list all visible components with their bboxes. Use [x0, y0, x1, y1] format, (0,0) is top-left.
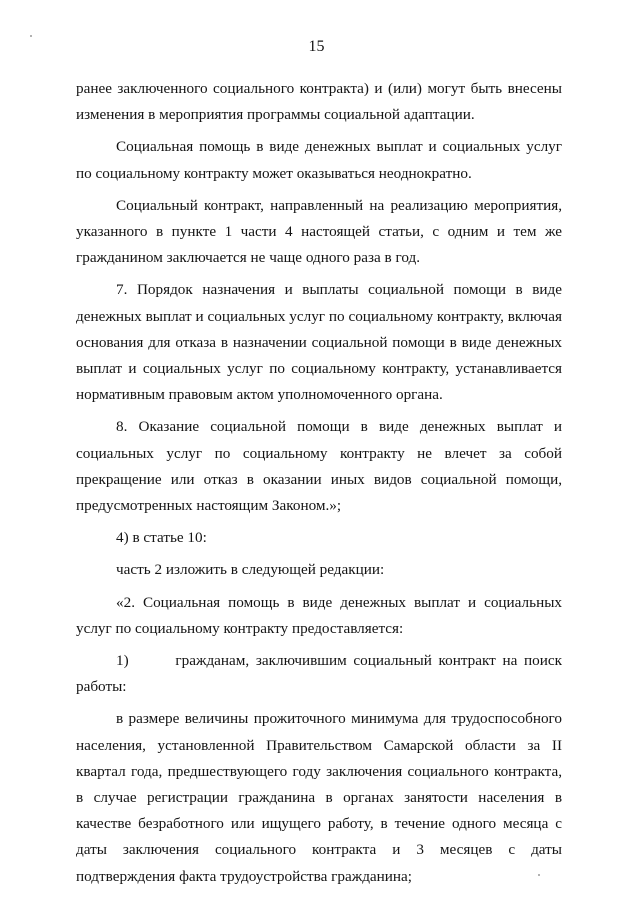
list-item: 1) гражданам, заключившим социальный контракт на поиск работы:	[76, 652, 566, 696]
paragraph: Социальный контракт, направленный на реализацию мероприятия, указанного в пункте 1 части 4 настоящей статьи, с одним и тем же гражданином заключается не чаще одного раза в год.	[76, 196, 562, 267]
paragraph: 7. Порядок назначения и выплаты социальной помощи в виде денежных выплат и социальных услуг по социальному контракту, включая основания для отказа в назначении социальной помощи в виде денежных выплат и социальных услуг по социальному контракту, устанавливается нормативным правовым актом уполномоченного органа.	[76, 281, 562, 404]
paragraph: часть 2 изложить в следующей редакции:	[116, 561, 385, 579]
scan-speck	[30, 35, 32, 37]
page-number: 15	[308, 38, 325, 55]
scan-speck	[538, 874, 540, 876]
paragraph: «2. Социальная помощь в виде денежных выплат и социальных услуг по социальному контракту предоставляется:	[76, 593, 562, 637]
paragraph: ранее заключенного социального контракта) и (или) могут быть внесены изменения в мероприятия программы социальной адаптации.	[76, 80, 562, 124]
document-body	[76, 76, 566, 890]
paragraph: Социальная помощь в виде денежных выплат и социальных услуг по социальному контракту может оказываться неоднократно.	[76, 138, 562, 182]
paragraph: в размере величины прожиточного минимума для трудоспособного населения, установленной Правительством Самарской области за II квартал года, предшествующего году заключения социального контракта, в случае регистрации гражданина в органах занятости населения в качестве безработного или ищущего работу, в течение одного месяца с даты заключения социального контракта и 3 месяцев с даты подтверждения факта трудоустройства гражданина;	[76, 710, 562, 885]
paragraph: 4) в статье 10:	[116, 529, 207, 547]
paragraph: 8. Оказание социальной помощи в виде денежных выплат и социальных услуг по социальному контракту не влечет за собой прекращение или отказ в оказании иных видов социальной помощи, предусмотренных настоящим Законом.»;	[76, 418, 562, 515]
